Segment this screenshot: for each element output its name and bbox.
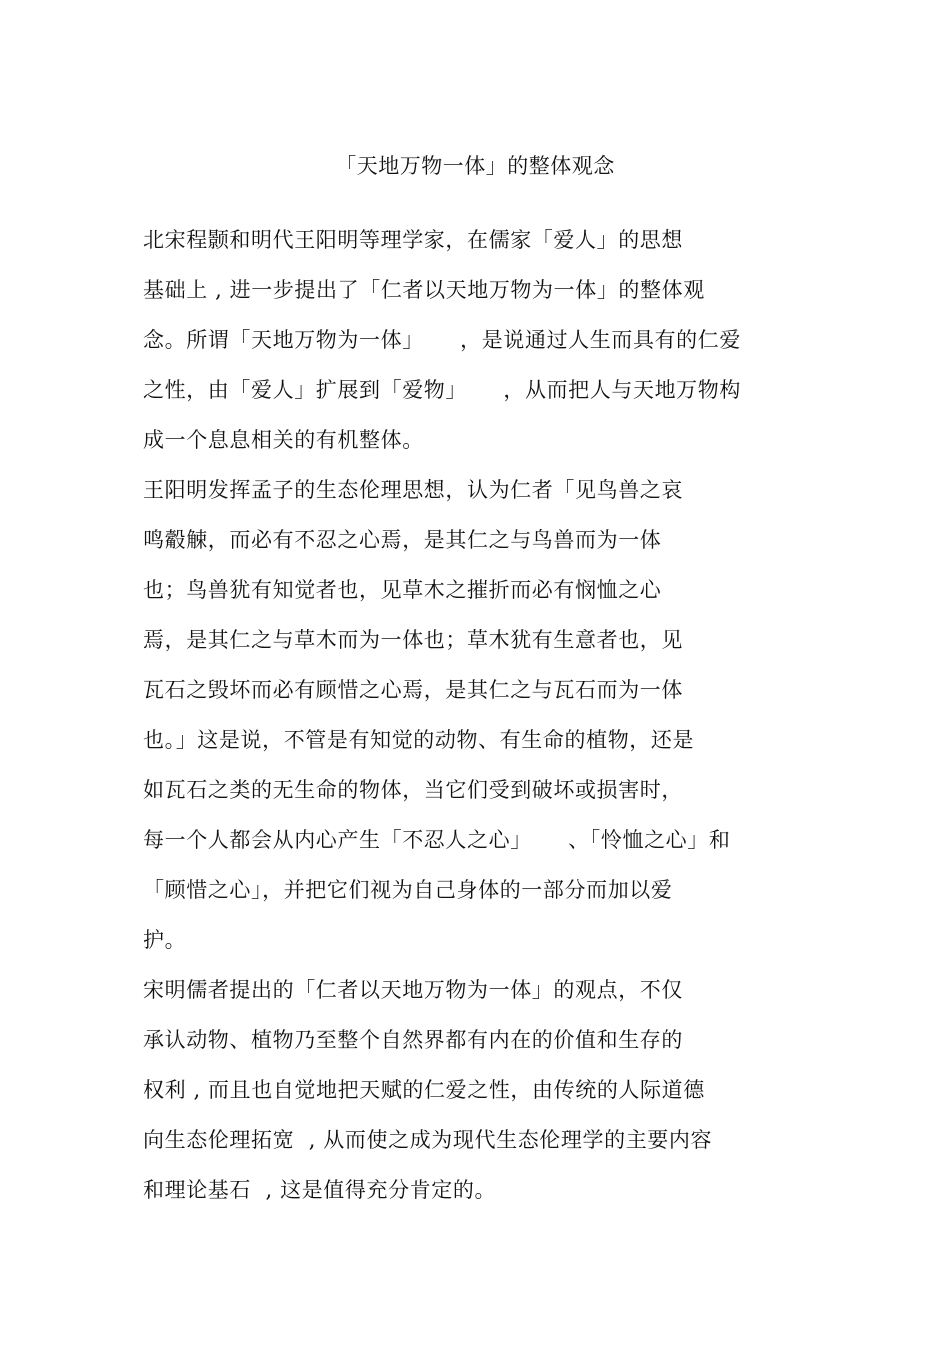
text-line: 鸣觳觫，而必有不忍之心焉，是其仁之与鸟兽而为一体 xyxy=(143,528,662,552)
text-line: 也；鸟兽犹有知觉者也，见草木之摧折而必有悯恤之心 xyxy=(143,578,662,602)
text-line: 宋明儒者提出的「仁者以天地万物为一体」的观点，不仅 xyxy=(143,978,683,1002)
document-body xyxy=(143,223,803,1223)
text-line: 如瓦石之类的无生命的物体，当它们受到破坏或损害时， xyxy=(143,778,683,802)
text-line: 北宋程颢和明代王阳明等理学家，在儒家「爱人」的思想 xyxy=(143,228,683,252)
text-line: 之性，由「爱人」扩展到「爱物」 ，从而把人与天地万物构 xyxy=(143,378,741,402)
text-line: 焉，是其仁之与草木而为一体也；草木犹有生意者也，见 xyxy=(143,628,683,652)
text-line: 承认动物、植物乃至整个自然界都有内在的价值和生存的 xyxy=(143,1028,683,1052)
text-line: 向生态伦理拓宽 , 从而使之成为现代生态伦理学的主要内容 xyxy=(143,1128,713,1152)
text-line: 护。 xyxy=(143,928,187,952)
text-line: 成一个息息相关的有机整体。 xyxy=(143,428,424,452)
text-line: 权利 , 而且也自觉地把天赋的仁爱之性，由传统的人际道德 xyxy=(143,1078,705,1102)
document-title: 「天地万物一体」的整体观念 xyxy=(335,154,615,178)
text-line: 念。所谓「天地万物为一体」 ，是说通过人生而具有的仁爱 xyxy=(143,328,741,352)
text-line: 瓦石之毁坏而必有顾惜之心焉，是其仁之与瓦石而为一体 xyxy=(143,678,683,702)
text-line: 基础上 , 进一步提出了「仁者以天地万物为一体」的整体观 xyxy=(143,278,705,302)
text-line: 「顾惜之心」，并把它们视为自己身体的一部分而加以爱 xyxy=(143,878,673,902)
text-line: 和理论基石 , 这是值得充分肯定的。 xyxy=(143,1178,497,1202)
text-line: 每一个人都会从内心产生「不忍人之心」 、「怜恤之心」和 xyxy=(143,828,731,852)
text-line: 也。」这是说，不管是有知觉的动物、有生命的植物，还是 xyxy=(143,728,695,752)
text-line: 王阳明发挥孟子的生态伦理思想，认为仁者「见鸟兽之哀 xyxy=(143,478,683,502)
